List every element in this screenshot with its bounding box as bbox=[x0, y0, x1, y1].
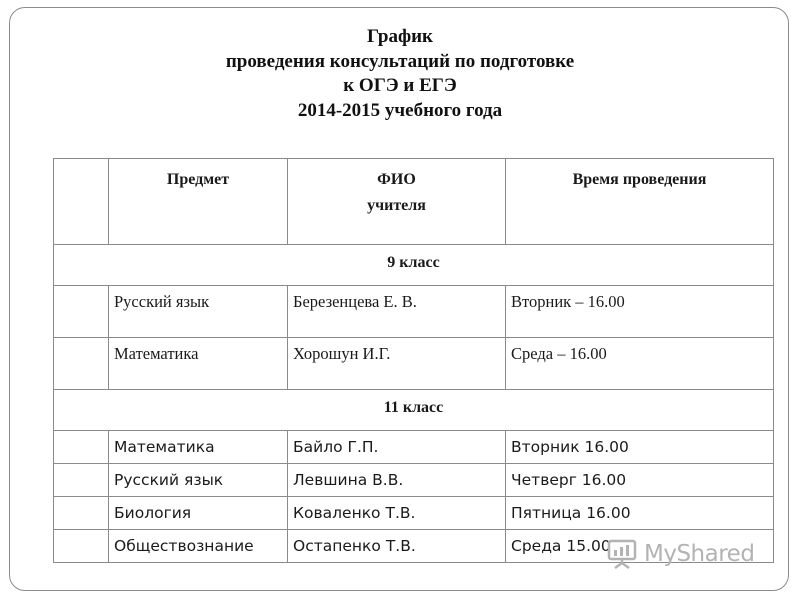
title-line-2: проведения консультаций по подготовке bbox=[225, 50, 575, 72]
subject-cell: Русский язык bbox=[109, 464, 288, 497]
time-cell: Пятница 16.00 bbox=[506, 497, 774, 530]
subject-cell: Математика bbox=[109, 338, 288, 390]
row-number-cell bbox=[54, 497, 109, 530]
time-cell: Среда – 16.00 bbox=[506, 338, 774, 390]
teacher-cell: Березенцева Е. В. bbox=[288, 286, 506, 338]
title-line-1: График bbox=[367, 26, 433, 47]
time-cell: Среда 15.00 bbox=[506, 530, 774, 563]
subject-cell: Математика bbox=[109, 431, 288, 464]
section-label: 11 класс bbox=[54, 390, 774, 431]
subject-cell: Обществознание bbox=[109, 530, 288, 563]
header-teacher-line1: ФИО bbox=[377, 171, 416, 188]
table-row bbox=[54, 338, 774, 390]
row-number-cell bbox=[54, 530, 109, 563]
teacher-cell: Коваленко Т.В. bbox=[288, 497, 506, 530]
teacher-cell: Байло Г.П. bbox=[288, 431, 506, 464]
row-number-cell bbox=[54, 286, 109, 338]
row-number-cell bbox=[54, 464, 109, 497]
header-subject: Предмет bbox=[109, 159, 288, 245]
row-number-cell bbox=[54, 431, 109, 464]
title-line-3: к ОГЭ и ЕГЭ bbox=[343, 75, 457, 96]
page-title bbox=[0, 25, 800, 123]
section-label: 9 класс bbox=[54, 245, 774, 286]
header-teacher bbox=[288, 159, 506, 245]
header-teacher-line2: учителя bbox=[367, 197, 426, 214]
section-row-grade-9 bbox=[54, 245, 774, 286]
title-line-4: 2014-2015 учебного года bbox=[297, 99, 503, 121]
table-row bbox=[54, 464, 774, 497]
schedule-table bbox=[53, 158, 774, 563]
section-row-grade-11 bbox=[54, 390, 774, 431]
header-time: Время проведения bbox=[506, 159, 774, 245]
teacher-cell: Хорошун И.Г. bbox=[288, 338, 506, 390]
header-number-cell bbox=[54, 159, 109, 245]
table-header-row bbox=[54, 159, 774, 245]
table-row bbox=[54, 431, 774, 464]
table-row bbox=[54, 286, 774, 338]
teacher-cell: Остапенко Т.В. bbox=[288, 530, 506, 563]
subject-cell: Русский язык bbox=[109, 286, 288, 338]
table-row bbox=[54, 497, 774, 530]
teacher-cell: Левшина В.В. bbox=[288, 464, 506, 497]
time-cell: Четверг 16.00 bbox=[506, 464, 774, 497]
subject-cell: Биология bbox=[109, 497, 288, 530]
presentation-board-icon bbox=[606, 538, 638, 570]
time-cell: Вторник 16.00 bbox=[506, 431, 774, 464]
row-number-cell bbox=[54, 338, 109, 390]
time-cell: Вторник – 16.00 bbox=[506, 286, 774, 338]
watermark bbox=[606, 536, 776, 572]
watermark-text: MyShared bbox=[644, 541, 755, 567]
